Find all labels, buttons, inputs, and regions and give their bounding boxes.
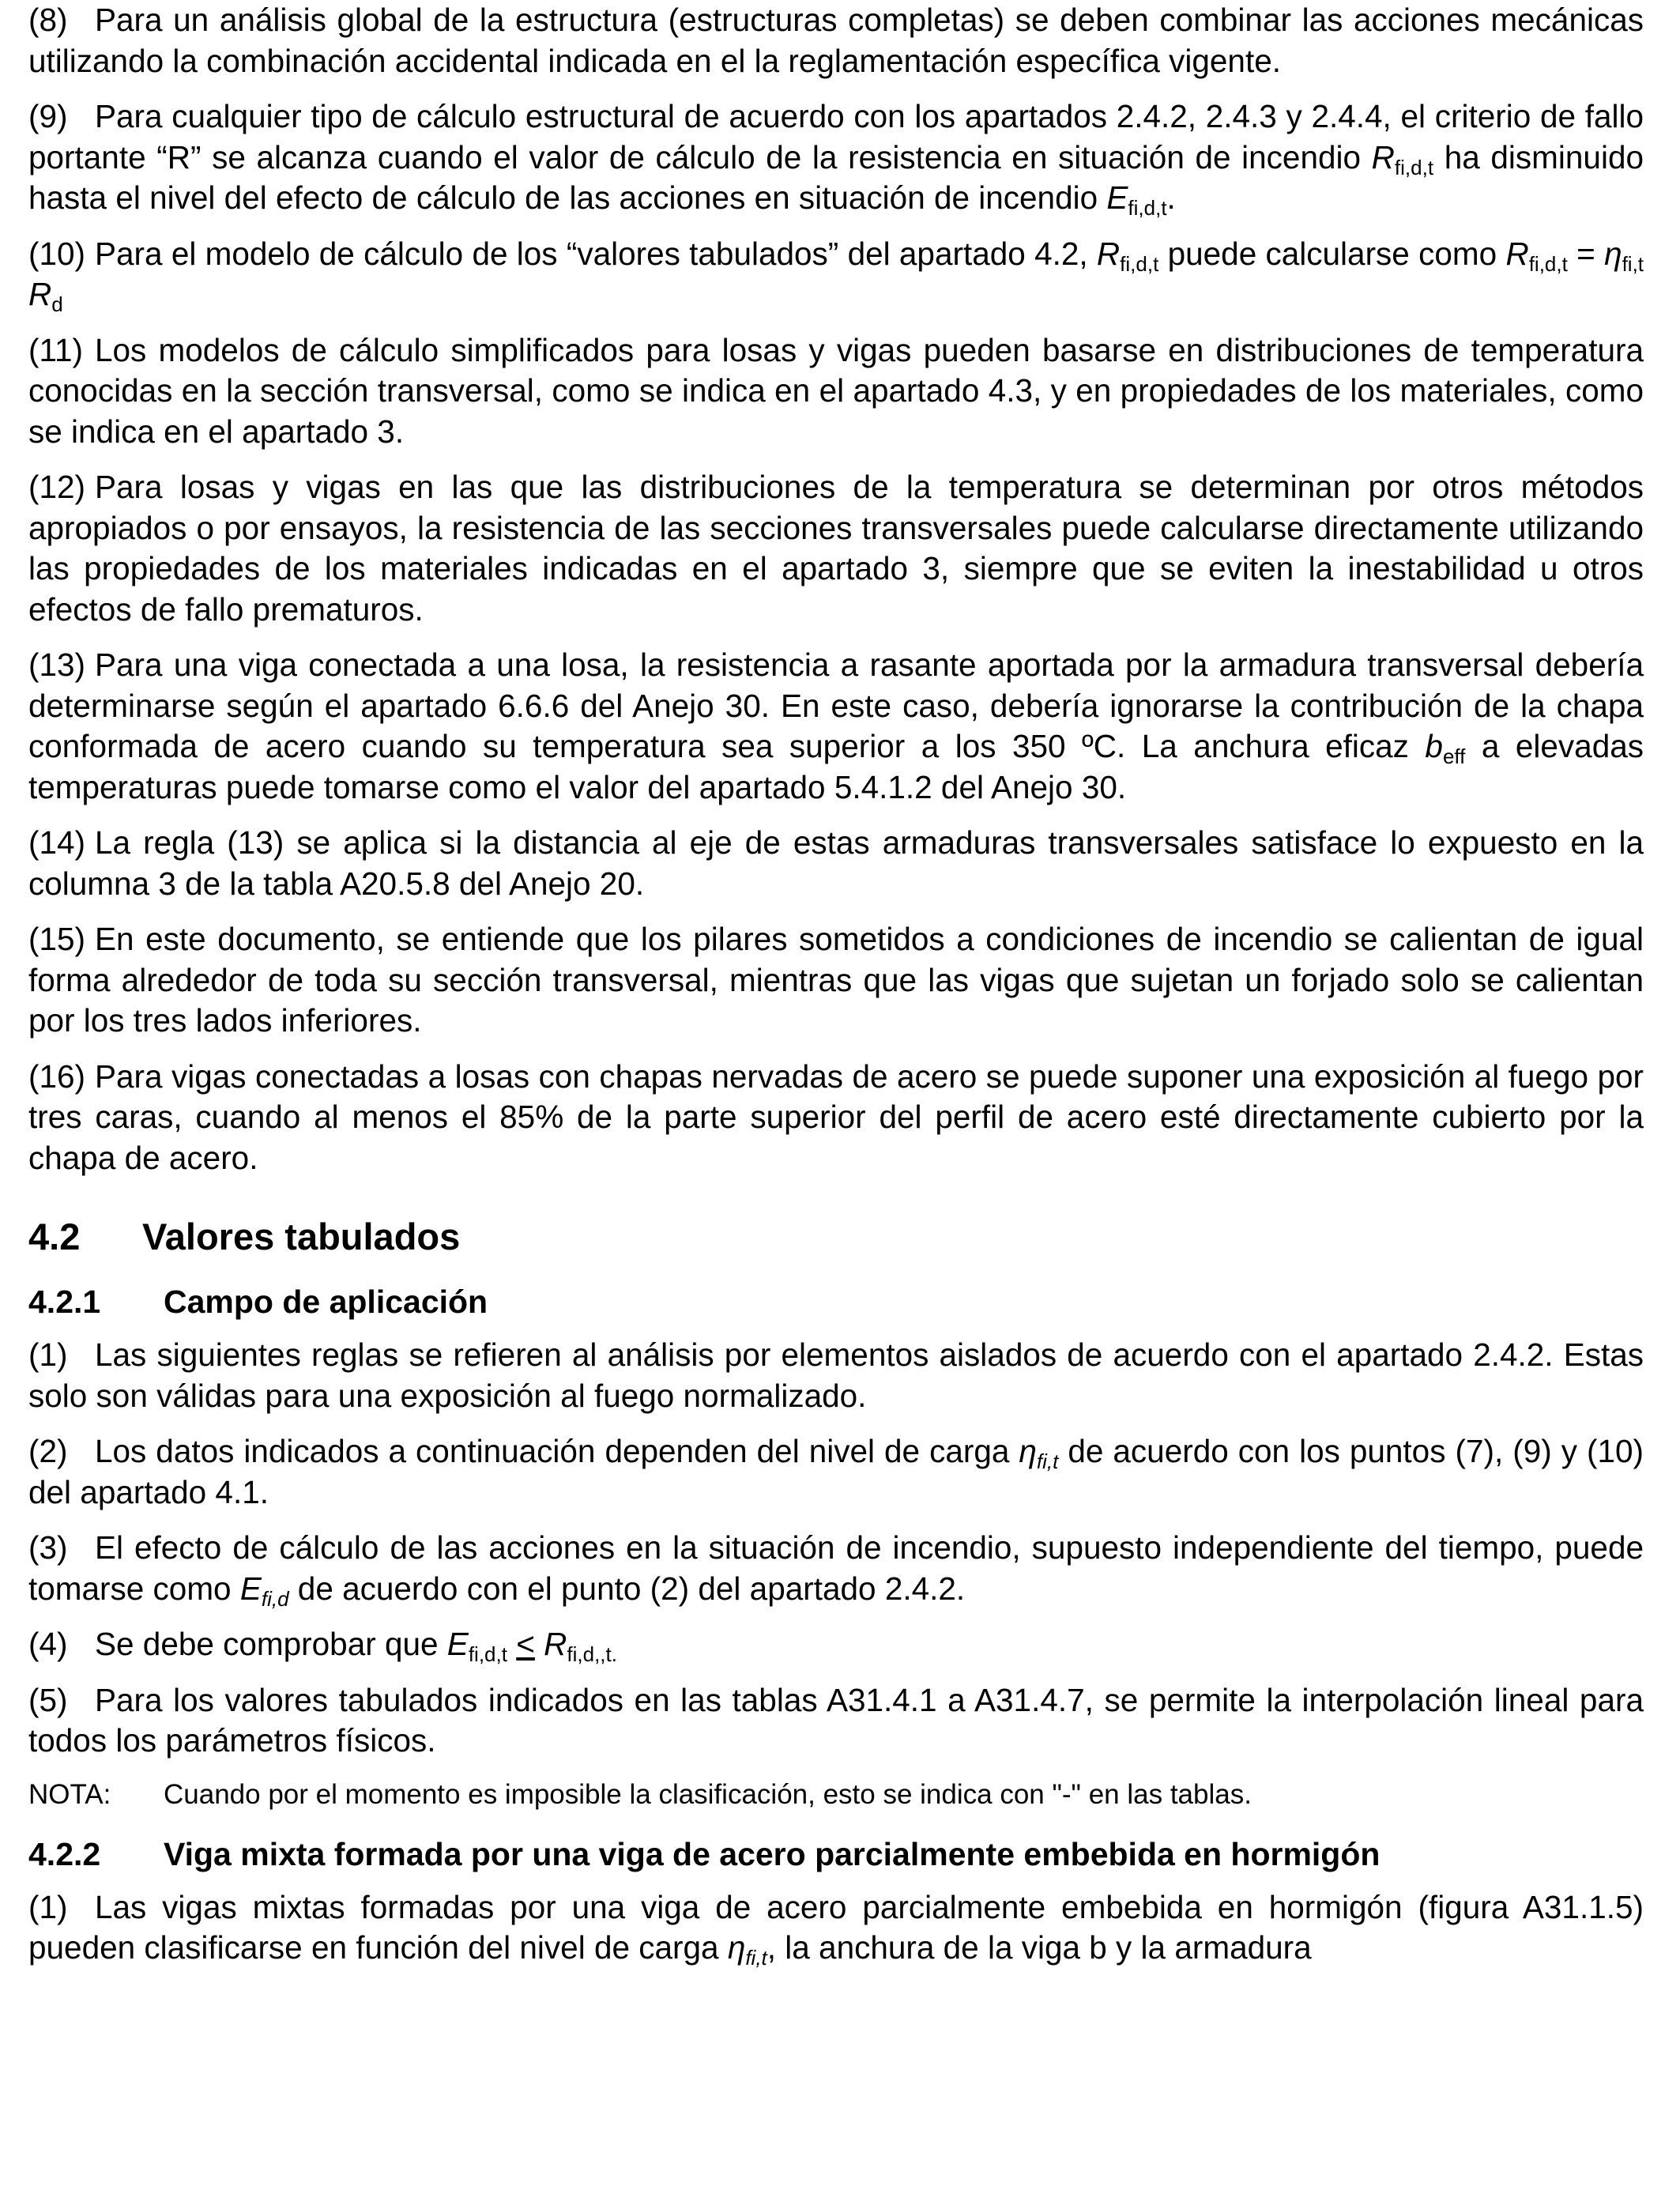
subscript: fi,t xyxy=(1622,251,1644,276)
paragraph-number: (14) xyxy=(28,824,86,861)
paragraph-12 xyxy=(28,467,1644,630)
paragraph-16 xyxy=(28,1057,1644,1179)
symbol: η xyxy=(727,1929,746,1966)
paragraph-421-3 xyxy=(28,1528,1644,1609)
paragraph-text: ha disminuido hasta el nivel del efecto de cálculo de las acciones en situación de incendio xyxy=(28,138,1644,216)
symbol: E xyxy=(239,1570,262,1607)
paragraph-421-1 xyxy=(28,1335,1644,1416)
paragraph-text: Para una viga conectada a una losa, la resistencia a rasante aportada por la armadura transversal debería determinarse según el apartado 6.6.6 del Anejo 30. En este caso, debería ignorarse la contribución de la chapa conformada de acero cuando su temperatura sea superior a los 350 ºC. La anchura eficaz xyxy=(28,647,1644,764)
subscript: fi,t xyxy=(745,1946,767,1970)
paragraph-421-4 xyxy=(28,1624,1644,1665)
paragraph-number: (11) xyxy=(28,331,84,368)
section-number: 4.2 xyxy=(28,1216,81,1257)
paragraph-text: a elevadas temperaturas puede tomarse como el valor del apartado 5.4.1.2 del Anejo 30. xyxy=(28,728,1644,805)
subscript: fi,d,t xyxy=(468,1642,507,1666)
paragraph-text: Para los valores tabulados indicados en las tablas A31.4.1 a A31.4.7, se permite la interpolación lineal para todos los parámetros físicos. xyxy=(28,1681,1644,1759)
symbol: R xyxy=(1096,235,1121,272)
paragraph-text: Se debe comprobar que xyxy=(95,1626,447,1662)
subscript: fi,d,t xyxy=(1120,251,1159,276)
paragraph-text: En este documento, se entiende que los pilares sometidos a condiciones de incendio se calientan de igual forma alrededor de toda su sección transversal, mientras que las vigas que sujetan un forjado solo se calientan por los tres lados inferiores. xyxy=(28,921,1644,1039)
less-or-equal-sign: < xyxy=(516,1626,535,1662)
paragraph-number: (4) xyxy=(28,1626,68,1662)
subscript: fi,t xyxy=(1036,1449,1059,1473)
paragraph-number: (1) xyxy=(28,1336,68,1373)
paragraph-text: = xyxy=(1567,235,1605,272)
paragraph-11 xyxy=(28,330,1644,453)
paragraph-text: Las vigas mixtas formadas por una viga de acero parcialmente embebida en hormigón (figura A31.1.5) pueden clasificarse en función del nivel de carga xyxy=(28,1888,1644,1966)
paragraph-text: Para cualquier tipo de cálculo estructural de acuerdo con los apartados 2.4.2, 2.4.3 y 2.4.4, el criterio de fallo portante “R” se alcanza cuando el valor de cálculo de la resistencia en situación de incendio xyxy=(28,98,1644,175)
symbol: η xyxy=(1019,1433,1037,1469)
subscript: d xyxy=(51,292,63,316)
paragraph-text: Para vigas conectadas a losas con chapas nervadas de acero se puede suponer una exposición al fuego por tres caras, cuando al menos el 85% de la parte superior del perfil de acero esté directamente cubierto por la chapa de acero. xyxy=(28,1057,1644,1176)
section-title: Campo de aplicación xyxy=(164,1284,488,1320)
paragraph-421-5 xyxy=(28,1680,1644,1762)
paragraph-number: (13) xyxy=(28,647,86,683)
paragraph-text: Para losas y vigas en las que las distribuciones de la temperatura se determinan por otros métodos apropiados o por ensayos, la resistencia de las secciones transversales puede calcularse directamente utilizando las propiedades de los materiales indicadas en el apartado 3, siempre que se eviten la inestabilidad u otros efectos de fallo prematuros. xyxy=(28,469,1644,628)
paragraph-number: (16) xyxy=(28,1057,86,1095)
paragraph-number: (5) xyxy=(28,1681,68,1718)
subscript: fi,d,t xyxy=(1128,196,1167,220)
paragraph-text: La regla (13) se aplica si la distancia al eje de estas armaduras transversales satisface lo expuesto en la columna 3 de la tabla A20.5.8 del Anejo 20. xyxy=(28,824,1644,902)
paragraph-422-1 xyxy=(28,1887,1644,1969)
note-label: NOTA: xyxy=(28,1778,111,1810)
subscript: fi,d,t xyxy=(1394,155,1434,179)
paragraph-9 xyxy=(28,96,1644,219)
subscript: fi,d xyxy=(261,1586,289,1611)
paragraph-number: (1) xyxy=(28,1888,68,1925)
symbol: E xyxy=(1106,179,1128,216)
paragraph-text: de acuerdo con el punto (2) del apartado 2.4.2. xyxy=(288,1570,966,1607)
symbol: b xyxy=(1425,728,1443,764)
paragraph-text: El efecto de cálculo de las acciones en la situación de incendio, supuesto independiente del tiempo, puede tomarse como xyxy=(28,1529,1644,1607)
paragraph-421-2 xyxy=(28,1431,1644,1513)
section-heading-4-2 xyxy=(28,1213,1644,1261)
paragraph-14 xyxy=(28,823,1644,904)
paragraph-number: (3) xyxy=(28,1529,68,1566)
paragraph-text: Para un análisis global de la estructura (estructuras completas) se deben combinar las acciones mecánicas utilizando la combinación accidental indicada en el la reglamentación específica vigente. xyxy=(28,2,1644,79)
subscript: fi,d,t xyxy=(1528,251,1568,276)
symbol: E xyxy=(446,1626,469,1662)
symbol: R xyxy=(28,276,52,312)
note xyxy=(28,1777,1644,1813)
section-title: Viga mixta formada por una viga de acero parcialmente embebida en hormigón xyxy=(164,1835,1381,1872)
paragraph-text: de acuerdo con los puntos (7), (9) y (10) del apartado 4.1. xyxy=(28,1433,1644,1510)
paragraph-number: (10) xyxy=(28,235,86,272)
paragraph-text: Para el modelo de cálculo de los “valores tabulados” del apartado 4.2, xyxy=(95,235,1097,272)
paragraph-number: (8) xyxy=(28,2,68,38)
paragraph-10 xyxy=(28,234,1644,315)
section-number: 4.2.2 xyxy=(28,1835,101,1872)
section-heading-4-2-2 xyxy=(28,1834,1644,1875)
paragraph-8 xyxy=(28,0,1644,81)
paragraph-text: Los datos indicados a continuación dependen del nivel de carga xyxy=(95,1433,1019,1469)
symbol: R xyxy=(1505,235,1529,272)
paragraph-15 xyxy=(28,919,1644,1042)
section-heading-4-2-1 xyxy=(28,1281,1644,1322)
symbol: R xyxy=(544,1626,567,1662)
subscript: fi,d,,t. xyxy=(567,1642,617,1666)
paragraph-number: (12) xyxy=(28,469,86,505)
paragraph-text: puede calcularse como xyxy=(1158,235,1506,272)
symbol: R xyxy=(1371,138,1395,175)
paragraph-number: (9) xyxy=(28,98,68,134)
paragraph-text: , la anchura de la viga b y la armadura xyxy=(767,1929,1312,1966)
document-page xyxy=(28,0,1644,1984)
paragraph-13 xyxy=(28,645,1644,808)
paragraph-number: (15) xyxy=(28,921,86,957)
section-title: Valores tabulados xyxy=(142,1216,461,1257)
symbol: η xyxy=(1604,235,1622,272)
paragraph-text: Las siguientes reglas se refieren al análisis por elementos aislados de acuerdo con el apartado 2.4.2. Estas solo son válidas para una exposición al fuego normalizado. xyxy=(28,1336,1644,1414)
paragraph-text: Los modelos de cálculo simplificados para losas y vigas pueden basarse en distribuciones de temperatura conocidas en la sección transversal, como se indica en el apartado 4.3, y en propiedades de los materiales, como se indica en el apartado 3. xyxy=(28,331,1644,450)
paragraph-number: (2) xyxy=(28,1433,68,1469)
subscript: eff xyxy=(1442,745,1466,768)
note-text: Cuando por el momento es imposible la clasificación, esto se indica con "-" en las tablas. xyxy=(164,1778,1252,1810)
section-number: 4.2.1 xyxy=(28,1284,101,1320)
paragraph-text: . xyxy=(1166,179,1176,216)
